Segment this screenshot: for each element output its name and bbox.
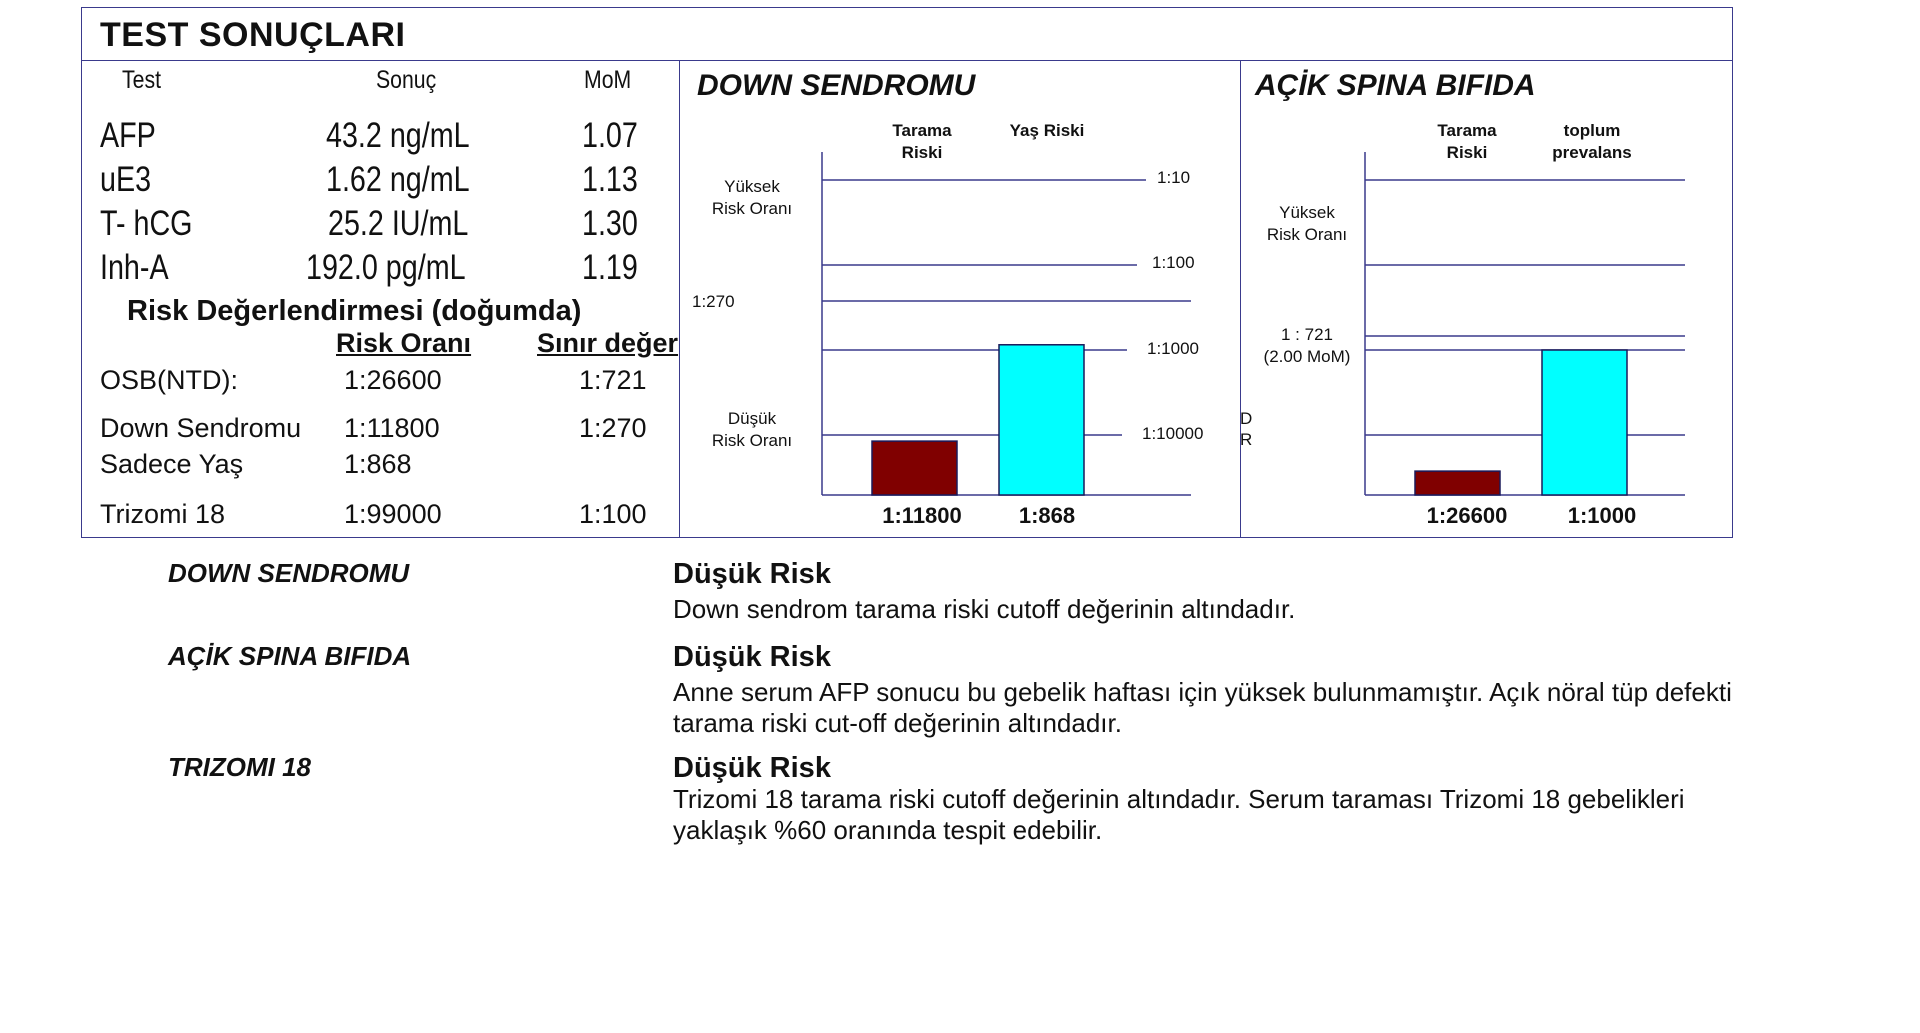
summary-text: Trizomi 18 tarama riski cutoff değerinin altındadır. Serum taraması Trizomi 18 gebelikleri yaklaşık %60 oranında tespit edebilir.: [673, 784, 1685, 845]
risk-ratio: 1:99000: [344, 499, 442, 529]
spina-bar-reference: [1542, 350, 1627, 495]
risk-cutoff: 1:100: [579, 499, 647, 529]
test-result: 25.2 IU/mL: [328, 204, 469, 243]
test-name: Inh-A: [100, 248, 169, 287]
down-bottom-value: 1:11800: [882, 503, 962, 528]
down-chart-title: DOWN SENDROMU: [697, 69, 976, 102]
spina-col2-label: toplum prevalans: [1552, 121, 1632, 162]
spina-chart-title: AÇİK SPINA BIFIDA: [1255, 69, 1536, 102]
summary-name: AÇİK SPINA BIFIDA: [168, 641, 412, 671]
down-col2-label: Yaş Riski: [1009, 121, 1085, 140]
risk-name: Sadece Yaş: [100, 449, 244, 479]
spina-side-label: D R: [1240, 409, 1253, 449]
spina-cutoff-label: 1 : 721 (2.00 MoM): [1263, 325, 1351, 366]
risk-assessment-title: Risk Değerlendirmesi (doğumda): [127, 295, 582, 327]
risk-cutoff: 1:270: [579, 413, 647, 443]
test-mom: 1.07: [582, 116, 638, 155]
spina-high-risk-label: Yüksek Risk Oranı: [1266, 203, 1348, 244]
summary-result: Düşük Risk: [673, 558, 831, 590]
test-results-panel: [81, 7, 1733, 538]
summary-text: Anne serum AFP sonucu bu gebelik haftası için yüksek bulunmamıştır. Açık nöral tüp defekti tarama riski cut-off değerinin altındadır.: [673, 677, 1732, 738]
risk-name: OSB(NTD):: [100, 365, 238, 395]
col-header-test: Test: [122, 66, 161, 94]
spina-bar-screening: [1415, 471, 1500, 495]
summary-name: TRIZOMI 18: [168, 752, 312, 782]
panel-title: TEST SONUÇLARI: [100, 16, 406, 54]
risk-name: Down Sendromu: [100, 413, 302, 443]
summary-name: DOWN SENDROMU: [168, 558, 410, 588]
test-mom: 1.13: [582, 160, 638, 199]
test-result: 192.0 pg/mL: [306, 248, 466, 287]
spina-bottom-value: 1:1000: [1567, 503, 1637, 528]
down-tick-label: 1:10000: [1142, 424, 1204, 443]
risk-ratio: 1:26600: [344, 365, 442, 395]
summary-result: Düşük Risk: [673, 752, 831, 784]
down-tick-label: 1:100: [1152, 253, 1195, 272]
down-col1-label: Tarama Riski: [892, 121, 952, 162]
test-result: 43.2 ng/mL: [326, 116, 470, 155]
test-mom: 1.30: [582, 204, 638, 243]
risk-ratio: 1:868: [344, 449, 412, 479]
spina-bottom-value: 1:26600: [1426, 503, 1508, 528]
risk-ratio: 1:11800: [344, 413, 440, 443]
spina-col1-label: Tarama Riski: [1437, 121, 1497, 162]
test-name: T- hCG: [100, 204, 193, 243]
risk-ratio-header: Risk Oranı: [336, 328, 472, 358]
risk-name: Trizomi 18: [100, 499, 226, 529]
test-mom: 1.19: [582, 248, 638, 287]
risk-charts: [82, 8, 1732, 538]
down-low-risk-label: Düşük Risk Oranı: [711, 409, 793, 450]
test-name: uE3: [100, 160, 152, 199]
down-bottom-value: 1:868: [1018, 503, 1076, 528]
cutoff-header: Sınır değer: [537, 328, 679, 358]
summary-text: Down sendrom tarama riski cutoff değerinin altındadır.: [673, 594, 1296, 624]
test-name: AFP: [100, 116, 156, 155]
down-cutoff-label: 1:270: [692, 292, 735, 311]
down-bar-reference: [999, 345, 1084, 495]
down-bar-screening: [872, 441, 957, 495]
test-result: 1.62 ng/mL: [326, 160, 470, 199]
col-header-result: Sonuç: [376, 66, 437, 94]
down-tick-label: 1:1000: [1147, 339, 1199, 358]
summary-result: Düşük Risk: [673, 641, 831, 673]
down-high-risk-label: Yüksek Risk Oranı: [711, 177, 793, 218]
col-header-mom: MoM: [584, 66, 632, 94]
down-tick-label: 1:10: [1157, 168, 1191, 187]
risk-cutoff: 1:721: [579, 365, 647, 395]
